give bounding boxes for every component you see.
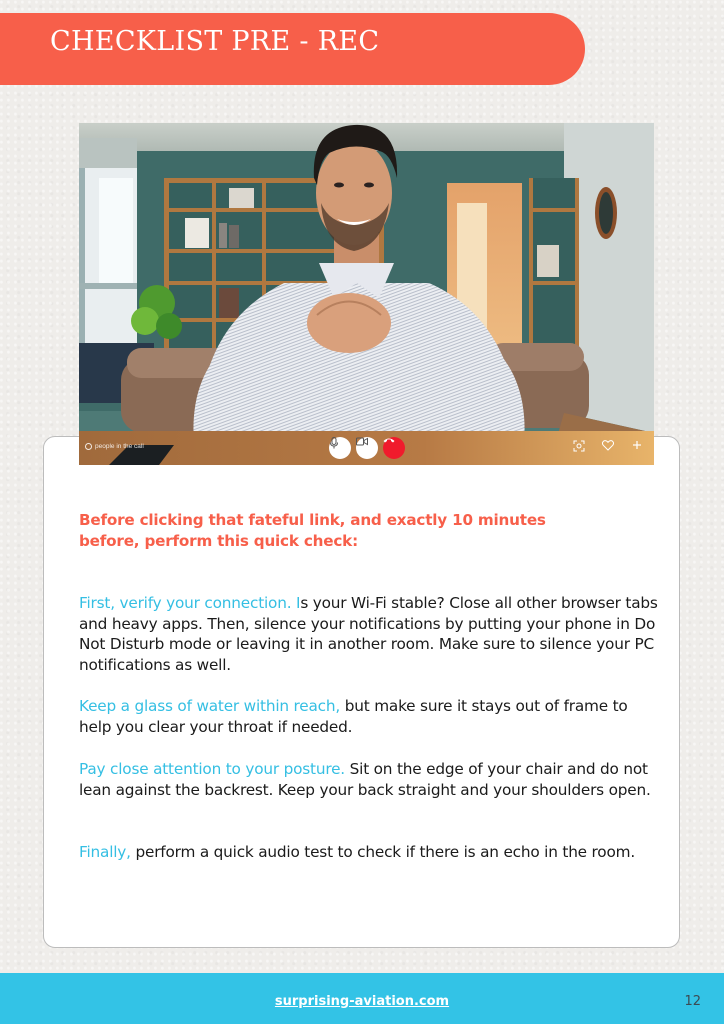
checklist-item-water	[79, 696, 664, 737]
video-camera-icon	[356, 437, 368, 446]
page-footer	[0, 973, 724, 1024]
video-call-toolbar	[79, 431, 654, 465]
invite-hint[interactable]	[85, 443, 144, 450]
mic-icon	[329, 437, 339, 449]
item-highlight: Pay close attention to your posture.	[79, 760, 345, 778]
item-highlight: First, verify your connection. I	[79, 594, 301, 612]
checklist-item-connection	[79, 593, 664, 675]
heart-icon	[602, 440, 614, 451]
screenshot-button[interactable]	[573, 440, 587, 454]
end-call-button[interactable]	[383, 437, 405, 459]
item-text: s your Wi-Fi stable? Close all other browser tabs and heavy apps. Then, silence your notifications by putting your phone in Do Not Disturb mode or leaving it in another room. Make sure to silence your PC notifications as well.	[79, 594, 658, 674]
invite-hint-text: people in the call	[95, 443, 144, 450]
video-call-photo	[79, 123, 654, 465]
checklist-item-audio	[79, 842, 664, 863]
item-text: perform a quick audio test to check if there is an echo in the room.	[130, 843, 635, 861]
checklist-item-posture	[79, 759, 664, 800]
page-title: CHECKLIST PRE - REC	[50, 26, 380, 57]
checklist-content	[79, 510, 669, 861]
title-banner	[0, 13, 585, 85]
item-highlight: Keep a glass of water within reach,	[79, 697, 341, 715]
page-number: 12	[684, 994, 701, 1009]
plus-icon	[632, 440, 642, 450]
item-text: Sit on the edge of your chair and do not lean against the backrest. Keep your back straight and your shoulders open.	[79, 760, 651, 799]
like-button[interactable]	[602, 440, 616, 454]
intro-text: Before clicking that fateful link, and exactly 10 minutes before, perform this quick check:	[79, 511, 546, 550]
item-highlight: Finally,	[79, 843, 131, 861]
add-button[interactable]	[632, 440, 646, 454]
item-text: but make sure it stays out of frame to help you clear your throat if needed.	[79, 697, 628, 736]
microphone-button[interactable]	[329, 437, 351, 459]
search-icon	[85, 443, 92, 450]
hang-up-icon	[383, 437, 395, 443]
screenshot-icon	[573, 440, 585, 452]
website-link[interactable]: surprising-aviation.com	[274, 994, 450, 1009]
room-scene-illustration	[79, 123, 654, 465]
camera-button[interactable]	[356, 437, 378, 459]
